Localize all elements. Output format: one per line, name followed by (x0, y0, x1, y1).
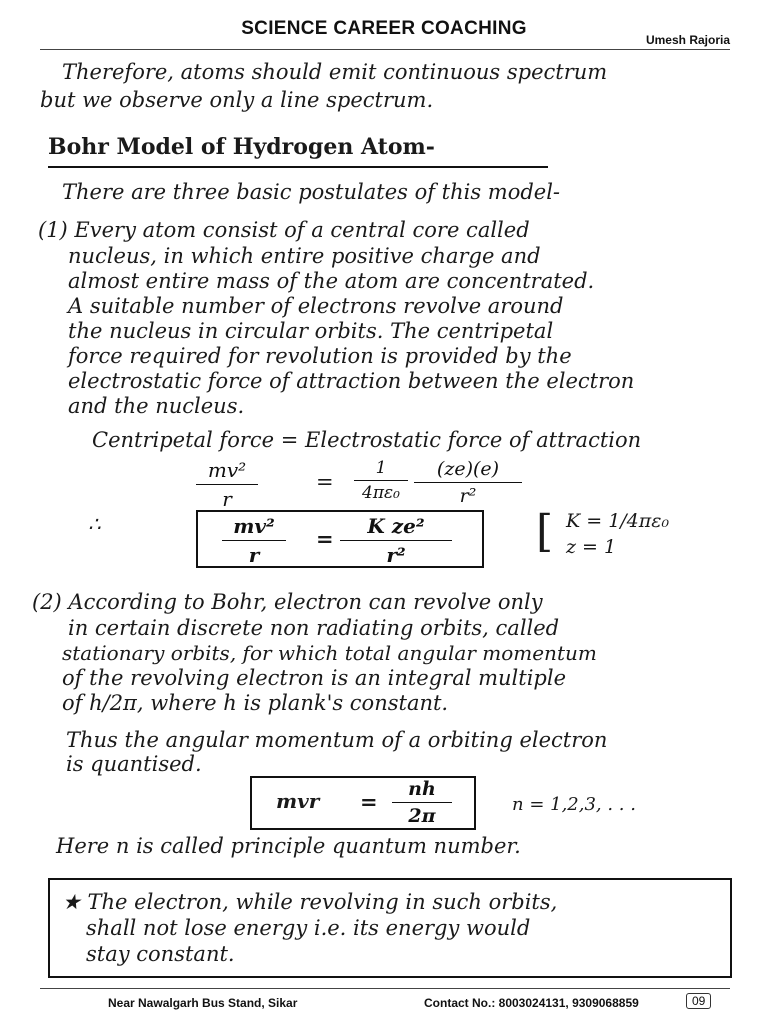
section-heading: Bohr Model of Hydrogen Atom- (48, 134, 435, 160)
postulate2-line: of h/2π, where h is plank's constant. (62, 691, 449, 715)
eq1-lhs-fraction: mv² r (196, 458, 258, 511)
eq3-fraction: nh 2π (392, 778, 452, 827)
thus-line: is quantised. (66, 752, 202, 776)
postulate2-line: (2) According to Bohr, electron can revolve only (32, 590, 543, 614)
header-rule (40, 49, 730, 50)
page-header-title: SCIENCE CAREER COACHING (241, 18, 527, 39)
postulate2-line: of the revolving electron is an integral multiple (62, 666, 567, 690)
author-name: Umesh Rajoria (645, 33, 730, 47)
footer-address: Near Nawalgarh Bus Stand, Sikar (108, 996, 298, 1010)
eq1-coefficient-fraction: 1 4πε₀ (354, 458, 408, 503)
postulate1-line: electrostatic force of attraction between the electron (68, 369, 635, 393)
postulate1-line: A suitable number of electrons revolve around (68, 294, 564, 318)
postulates-intro: There are three basic postulates of this model- (62, 180, 561, 204)
k-definition: K = 1/4πε₀ (566, 510, 670, 532)
postulate1-line: force required for revolution is provided by the (68, 344, 572, 368)
thus-line: Thus the angular momentum of a orbiting electron (66, 728, 608, 752)
postulate1-line: and the nucleus. (68, 394, 245, 418)
n-values: n = 1,2,3, . . . (512, 794, 636, 815)
postulate2-line: stationary orbits, for which total angular momentum (62, 641, 597, 665)
heading-underline (48, 166, 548, 168)
intro-line-2: but we observe only a line spectrum. (40, 88, 434, 112)
eq2-equals: = (316, 526, 334, 551)
footer-contact: Contact No.: 8003024131, 9309068859 (424, 996, 639, 1010)
postulate1-line: nucleus, in which entire positive charge and (68, 244, 541, 268)
eq2-lhs-fraction: mv² r (222, 514, 286, 567)
eq3-lhs: mvr (276, 789, 320, 813)
postulate1-line: the nucleus in circular orbits. The centripetal (68, 319, 554, 343)
eq3-equals: = (360, 789, 378, 814)
postulate1-line: (1) Every atom consist of a central core called (38, 218, 530, 242)
postulate1-line: almost entire mass of the atom are concentrated. (68, 269, 595, 293)
postulate2-line: in certain discrete non radiating orbits, called (68, 616, 560, 640)
note-line: stay constant. (86, 942, 235, 966)
page-number: 09 (686, 993, 711, 1009)
z-definition: z = 1 (566, 536, 617, 558)
eq2-rhs-fraction: K ze² r² (340, 514, 452, 567)
note-line: shall not lose energy i.e. its energy would (86, 916, 531, 940)
note-bracket: [ (536, 506, 554, 557)
eq1-rhs-fraction: (ze)(e) r² (414, 458, 522, 507)
therefore-symbol: ∴ (88, 512, 101, 536)
intro-line-1: Therefore, atoms should emit continuous spectrum (62, 60, 608, 84)
footer-rule (40, 988, 730, 989)
force-equality-line: Centripetal force = Electrostatic force of attraction (92, 428, 642, 452)
eq1-equals: = (316, 470, 334, 494)
quantum-number-line: Here n is called principle quantum number. (56, 834, 521, 858)
note-line: ★ The electron, while revolving in such orbits, (62, 890, 558, 914)
